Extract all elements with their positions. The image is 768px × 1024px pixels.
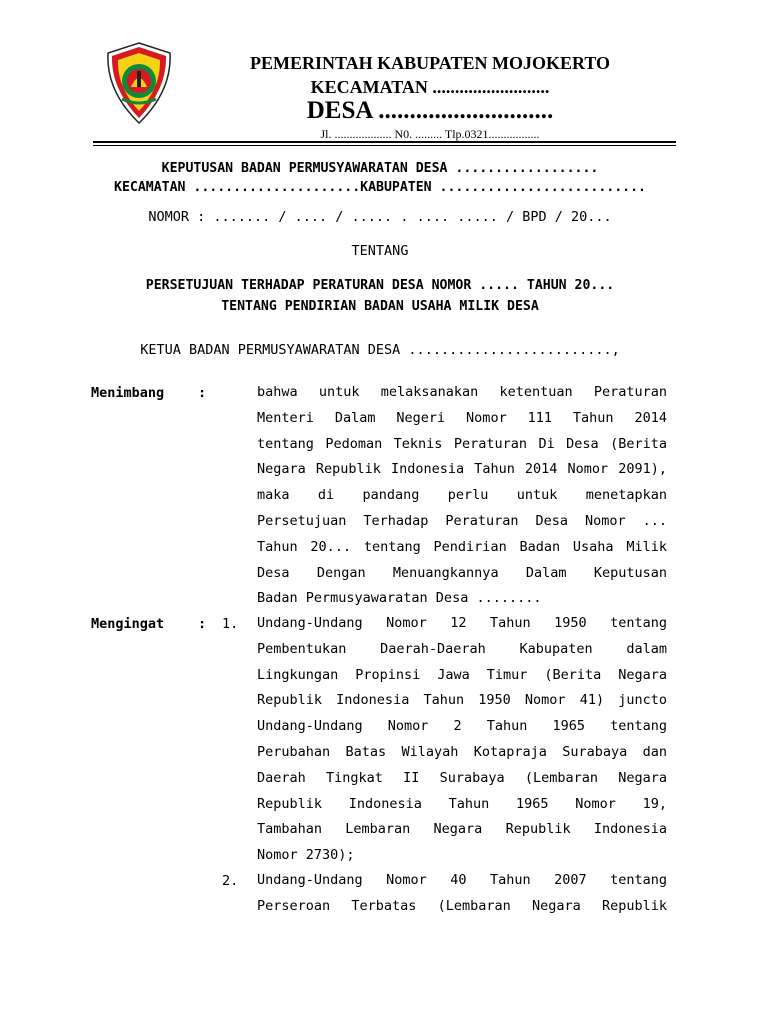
letterhead-government: PEMERINTAH KABUPATEN MOJOKERTO [249,53,611,73]
mengingat-line: Lingkungan Propinsi Jawa Timur (Berita Negara [257,666,667,683]
mengingat-line: Republik Indonesia Tahun 1950 Nomor 41) juncto [257,692,667,709]
mengingat-item-number: 1. [222,616,239,632]
decree-issuer: KETUA BADAN PERMUSYAWARATAN DESA ........................., [140,342,620,358]
decree-subject-line1: PERSETUJUAN TERHADAP PERATURAN DESA NOMOR ..... TAHUN 20... [145,278,615,293]
decree-tentang: TENTANG [351,243,409,259]
menimbang-label: Menimbang [91,385,165,401]
letterhead-address: Jl. ................... N0. ......... Tlp.0321................. [320,127,540,141]
menimbang-line: Desa Dengan Menuangkannya Dalam Keputusan [257,564,667,581]
mengingat-line: Pembentukan Daerah-Daerah Kabupaten dalam [257,640,667,657]
decree-number: NOMOR : ....... / .... / ..... . .... ..... / BPD / 20... [148,209,612,225]
mengingat-line: Undang-Undang Nomor 40 Tahun 2007 tentang [257,872,667,888]
mengingat-line: Nomor 2730); [257,847,355,864]
menimbang-line: Menteri Dalam Negeri Nomor 111 Tahun 2014 [257,409,667,426]
menimbang-line: tentang Pedoman Teknis Peraturan Di Desa (Berita [257,435,667,452]
mengingat-colon: : [198,616,207,632]
mengingat-line: Republik Indonesia Tahun 1965 Nomor 19, [257,795,667,812]
mengingat-line: Undang-Undang Nomor 2 Tahun 1965 tentang [257,718,667,735]
letterhead-divider-thick [93,141,676,143]
decree-title-line2: KECAMATAN .....................KABUPATEN .......................... [114,180,646,195]
letterhead-village: DESA ............................ [306,97,554,124]
mojokerto-regency-emblem-icon [104,41,174,125]
menimbang-line: maka di pandang perlu untuk menetapkan [257,487,667,504]
letterhead-district: KECAMATAN .......................... [310,77,550,97]
menimbang-line: Badan Permusyawaratan Desa ........ [257,590,542,607]
mengingat-line: Perubahan Batas Wilayah Kotapraja Surabaya dan [257,743,667,760]
mengingat-item-2-text [257,868,667,920]
menimbang-line: Negara Republik Indonesia Tahun 2014 Nomor 2091), [257,461,667,478]
mengingat-line: Perseroan Terbatas (Lembaran Negara Republik [257,897,667,914]
mengingat-label: Mengingat [91,616,165,632]
mengingat-line: Tambahan Lembaran Negara Republik Indonesia [257,821,667,838]
mengingat-item-number: 2. [222,873,239,889]
menimbang-text [257,380,667,612]
menimbang-colon: : [198,385,207,401]
decree-subject-line2: TENTANG PENDIRIAN BADAN USAHA MILIK DESA [221,299,539,314]
mengingat-line: Daerah Tingkat II Surabaya (Lembaran Negara [257,769,667,786]
menimbang-line: Tahun 20... tentang Pendirian Badan Usaha Milik [257,538,667,555]
decree-title-line1: KEPUTUSAN BADAN PERMUSYAWARATAN DESA .................. [161,161,599,176]
letterhead-divider-thin [93,145,676,146]
mengingat-item-1-text [257,611,667,869]
mengingat-line: Undang-Undang Nomor 12 Tahun 1950 tentang [257,615,667,631]
menimbang-line: Persetujuan Terhadap Peraturan Desa Nomor ... [257,512,667,529]
menimbang-line: bahwa untuk melaksanakan ketentuan Peraturan [257,384,667,400]
